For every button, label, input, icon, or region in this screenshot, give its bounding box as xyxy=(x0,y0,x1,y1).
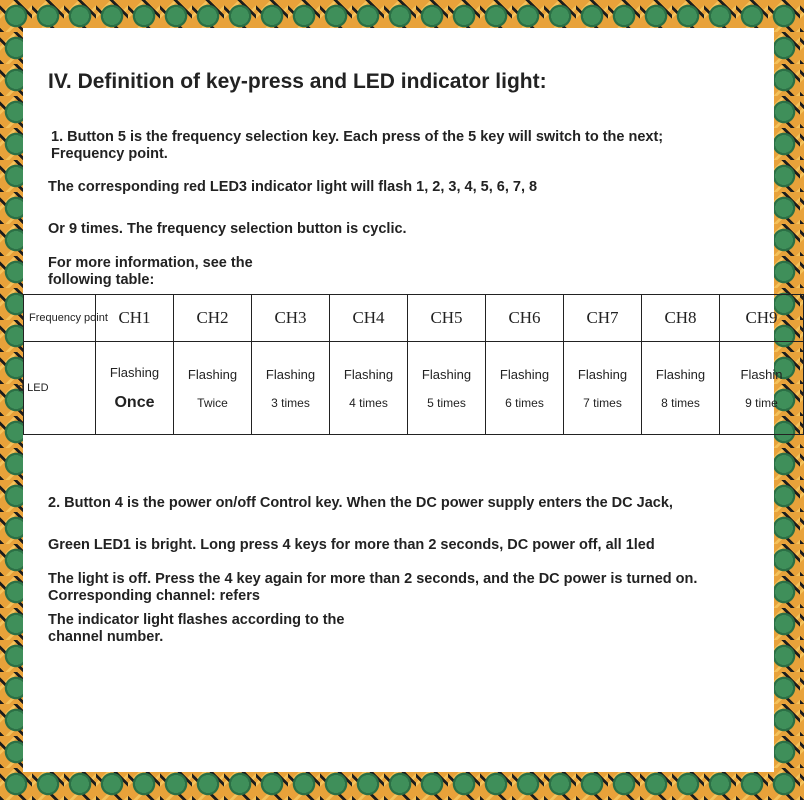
frequency-row xyxy=(24,295,804,342)
led-cell: Flashin 9 time xyxy=(720,342,804,435)
paragraph-button4-line1: 2. Button 4 is the power on/off Control key. When the DC power supply enters the DC Jack, xyxy=(48,495,673,511)
channel-header: CH2 xyxy=(174,295,252,342)
led-cell: Flashing Twice xyxy=(174,342,252,435)
led-row xyxy=(24,342,804,435)
section-heading: IV. Definition of key-press and LED indicator light: xyxy=(48,70,547,93)
paragraph-cyclic: Or 9 times. The frequency selection button is cyclic. xyxy=(48,221,407,237)
paragraph-button4-line2: Green LED1 is bright. Long press 4 keys for more than 2 seconds, DC power off, all 1led xyxy=(48,537,655,553)
channel-header: CH3 xyxy=(252,295,330,342)
document-page xyxy=(18,28,783,772)
led-cell: Flashing 6 times xyxy=(486,342,564,435)
frequency-table xyxy=(18,294,804,435)
frequency-row-header: Frequency point xyxy=(24,295,96,342)
paragraph-more-info-line1: For more information, see the xyxy=(48,255,253,271)
paragraph-button5-line2: Frequency point. xyxy=(51,146,168,162)
led-cell: Flashing 4 times xyxy=(330,342,408,435)
channel-header: CH8 xyxy=(642,295,720,342)
channel-header: CH6 xyxy=(486,295,564,342)
frequency-table-wrapper xyxy=(18,294,783,438)
paragraph-led3-flash: The corresponding red LED3 indicator light will flash 1, 2, 3, 4, 5, 6, 7, 8 xyxy=(48,179,538,195)
led-cell: Flashing Once xyxy=(96,342,174,435)
paragraph-button5-line1: 1. Button 5 is the frequency selection key. Each press of the 5 key will switch to the next; xyxy=(51,129,664,145)
paragraph-button4-line6: channel number. xyxy=(48,629,164,645)
led-cell: Flashing 7 times xyxy=(564,342,642,435)
led-cell: Flashing 3 times xyxy=(252,342,330,435)
channel-header: CH4 xyxy=(330,295,408,342)
paragraph-button4-line4: Corresponding channel: refers xyxy=(48,588,260,604)
channel-header: CH7 xyxy=(564,295,642,342)
led-cell: Flashing 8 times xyxy=(642,342,720,435)
led-row-header: d LED xyxy=(24,342,96,435)
channel-header: CH5 xyxy=(408,295,486,342)
paragraph-button4-line5: The indicator light flashes according to the xyxy=(48,612,345,628)
led-cell: Flashing 5 times xyxy=(408,342,486,435)
channel-header: CH1 xyxy=(96,295,174,342)
paragraph-more-info-line2: following table: xyxy=(48,272,155,288)
channel-header: CH9 xyxy=(720,295,804,342)
paragraph-button4-line3: The light is off. Press the 4 key again for more than 2 seconds, and the DC power is turned on. xyxy=(48,571,698,587)
